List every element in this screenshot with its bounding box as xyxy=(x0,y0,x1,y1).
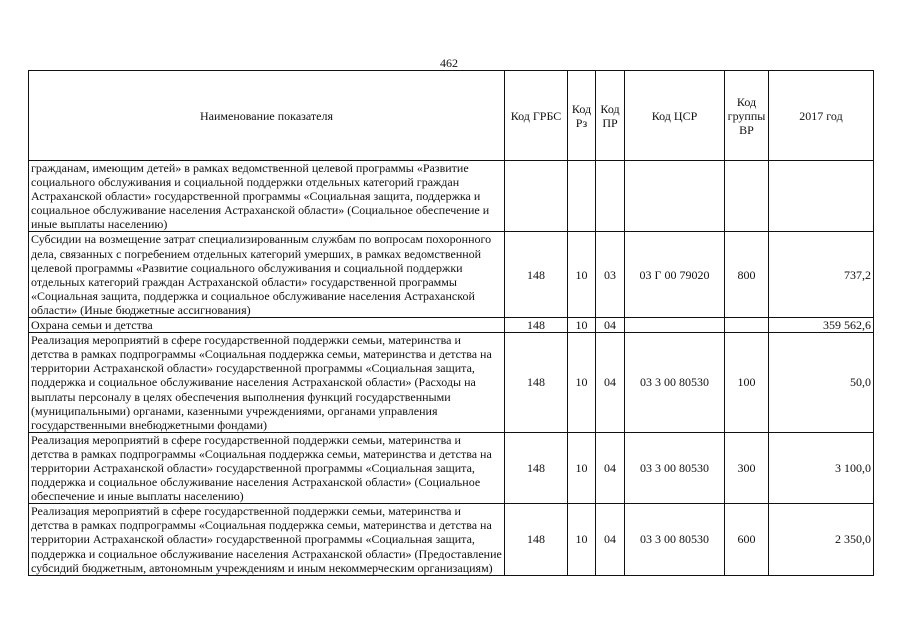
row-amount: 737,2 xyxy=(769,232,874,318)
row-csr xyxy=(625,161,725,232)
table-row xyxy=(29,333,874,433)
budget-table xyxy=(28,70,874,576)
row-name: Субсидии на возмещение затрат специализированным службам по вопросам похоронного дела, связанных с погребением отдельных категорий умерших, в рамках ведомственной целевой программы «Развитие социального обслуживания и социальной поддержки отдельных категорий граждан Астраханской области» государственной программы «Социальная защита, поддержка и социальное обслуживание населения Астраханской области» (Иные бюджетные ассигнования) xyxy=(29,232,505,318)
table-row xyxy=(29,318,874,333)
row-csr: 03 Г 00 79020 xyxy=(625,232,725,318)
row-pr: 04 xyxy=(596,504,625,575)
row-rz: 10 xyxy=(568,432,596,503)
row-vr: 800 xyxy=(725,232,769,318)
row-vr: 600 xyxy=(725,504,769,575)
row-name: Реализация мероприятий в сфере государственной поддержки семьи, материнства и детства в рамках подпрограммы «Социальная поддержка семьи, материнства и детства на территории Астраханской области» государственной программы «Социальная защита, поддержка и социальное обслуживание населения Астраханской области» (Предоставление субсидий бюджетным, автономным учреждениям и иным некоммерческим организациям) xyxy=(29,504,505,575)
row-vr xyxy=(725,161,769,232)
row-pr: 04 xyxy=(596,318,625,333)
row-amount: 50,0 xyxy=(769,333,874,433)
row-rz: 10 xyxy=(568,232,596,318)
row-vr xyxy=(725,318,769,333)
table-row xyxy=(29,432,874,503)
row-vr: 100 xyxy=(725,333,769,433)
header-csr: Код ЦСР xyxy=(625,71,725,161)
row-csr: 03 3 00 80530 xyxy=(625,432,725,503)
row-name: гражданам, имеющим детей» в рамках ведомственной целевой программы «Развитие социального обслуживания и социальной поддержки отдельных категорий граждан Астраханской области» государственной программы «Социальная защита, поддержка и социальное обслуживание населения Астраханской области» (Социальное обеспечение и иные выплаты населению) xyxy=(29,161,505,232)
header-grbs: Код ГРБС xyxy=(505,71,568,161)
row-csr xyxy=(625,318,725,333)
row-vr: 300 xyxy=(725,432,769,503)
header-name: Наименование показателя xyxy=(29,71,505,161)
header-vr: Код группы ВР xyxy=(725,71,769,161)
row-grbs: 148 xyxy=(505,232,568,318)
row-rz: 10 xyxy=(568,318,596,333)
row-csr: 03 3 00 80530 xyxy=(625,333,725,433)
row-name: Реализация мероприятий в сфере государственной поддержки семьи, материнства и детства в рамках подпрограммы «Социальная поддержка семьи, материнства и детства на территории Астраханской области» государственной программы «Социальная защита, поддержка и социальное обслуживание населения Астраханской области» (Социальное обеспечение и иные выплаты населению) xyxy=(29,432,505,503)
row-amount xyxy=(769,161,874,232)
header-rz: Код Рз xyxy=(568,71,596,161)
table-row xyxy=(29,232,874,318)
header-year: 2017 год xyxy=(769,71,874,161)
row-name: Охрана семьи и детства xyxy=(29,318,505,333)
row-grbs: 148 xyxy=(505,333,568,433)
row-rz: 10 xyxy=(568,504,596,575)
table-row xyxy=(29,161,874,232)
row-amount: 3 100,0 xyxy=(769,432,874,503)
row-grbs xyxy=(505,161,568,232)
row-amount: 359 562,6 xyxy=(769,318,874,333)
row-amount: 2 350,0 xyxy=(769,504,874,575)
page-number: 462 xyxy=(440,56,458,70)
row-rz xyxy=(568,161,596,232)
table-header-row xyxy=(29,71,874,161)
row-rz: 10 xyxy=(568,333,596,433)
row-pr: 04 xyxy=(596,432,625,503)
header-pr: Код ПР xyxy=(596,71,625,161)
row-pr: 04 xyxy=(596,333,625,433)
row-grbs: 148 xyxy=(505,318,568,333)
row-grbs: 148 xyxy=(505,432,568,503)
row-name: Реализация мероприятий в сфере государственной поддержки семьи, материнства и детства в рамках подпрограммы «Социальная поддержка семьи, материнства и детства на территории Астраханской области» государственной программы «Социальная защита, поддержка и социальное обслуживание населения Астраханской области» (Расходы на выплаты персоналу в целях обеспечения выполнения функций государственными (муниципальными) органами, казенными учреждениями, органами управления государственными внебюджетными фондами) xyxy=(29,333,505,433)
table-row xyxy=(29,504,874,575)
row-grbs: 148 xyxy=(505,504,568,575)
row-pr xyxy=(596,161,625,232)
row-csr: 03 3 00 80530 xyxy=(625,504,725,575)
row-pr: 03 xyxy=(596,232,625,318)
